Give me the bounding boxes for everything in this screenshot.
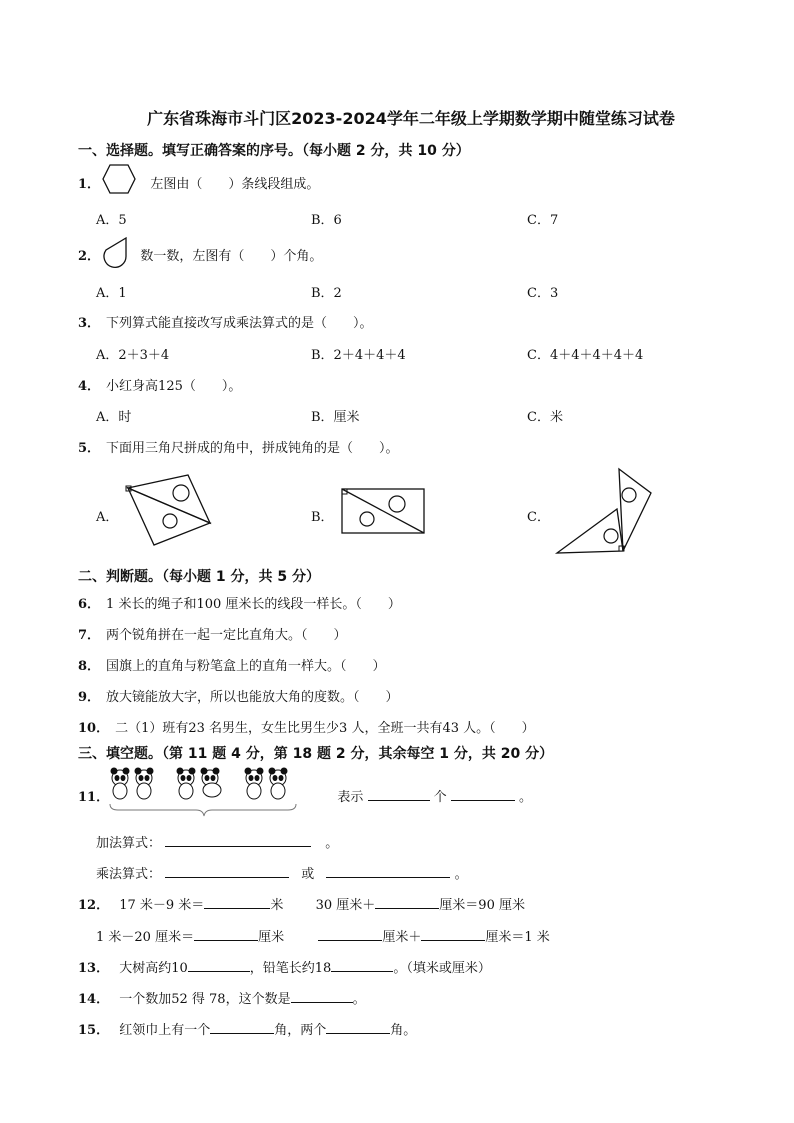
q11-multiplication-line: 乘法算式： 或 。 — [96, 863, 468, 882]
q13-blank-1[interactable] — [188, 957, 250, 972]
question-7: 7． 两个锐角拼在一起一定比直角大。（ ） — [78, 628, 347, 643]
question-15: 15． 红领巾上有一个 角，两个 角。 — [78, 1019, 416, 1038]
q11-addition-blank[interactable] — [165, 832, 311, 847]
q5-option-c: C． — [527, 510, 550, 525]
question-1: 1． 左图由（ ）条线段组成。 — [78, 177, 320, 192]
question-4: 4． 小红身高125（ ）。 — [78, 379, 242, 394]
triangle-ruler-figure-a — [124, 471, 214, 551]
q4-option-c: C．米 — [527, 410, 563, 425]
q1-option-c: C．7 — [527, 213, 559, 228]
q15-blank-1[interactable] — [210, 1019, 274, 1034]
drop-shape-figure — [102, 236, 130, 268]
q12-blank-4[interactable] — [318, 926, 382, 941]
q11-multiplication-blank-1[interactable] — [165, 863, 289, 878]
q3-option-c: C．4＋4＋4＋4＋4 — [527, 348, 644, 363]
triangle-ruler-figure-b — [339, 486, 429, 538]
q11-multiplication-blank-2[interactable] — [326, 863, 450, 878]
triangle-ruler-figure-c — [555, 467, 657, 557]
q4-option-a: A．时 — [96, 410, 132, 425]
question-10: 10． 二（1）班有23 名男生，女生比男生少3 人，全班一共有43 人。（ ） — [78, 721, 535, 736]
question-13: 13． 大树高约10 ，铅笔长约18 。（填米或厘米） — [78, 957, 491, 976]
q4-option-b: B．厘米 — [311, 410, 360, 425]
q11-addition-line: 加法算式： 。 — [96, 832, 338, 851]
question-9: 9． 放大镜能放大字，所以也能放大角的度数。（ ） — [78, 690, 399, 705]
q5-option-a: A． — [96, 510, 119, 525]
q14-blank[interactable] — [291, 988, 353, 1003]
question-6: 6． 1 米长的绳子和100 厘米长的线段一样长。（ ） — [78, 597, 401, 612]
q2-option-c: C．3 — [527, 286, 559, 301]
q11-blank-2[interactable] — [451, 786, 515, 801]
question-12: 12． 17 米－9 米＝ 米 30 厘米＋ 厘米＝90 厘米 — [78, 894, 525, 913]
q3-option-b: B．2＋4＋4＋4 — [311, 348, 406, 363]
q15-blank-2[interactable] — [326, 1019, 390, 1034]
question-5: 5． 下面用三角尺拼成的角中，拼成钝角的是（ ）。 — [78, 441, 399, 456]
section1-heading: 一、选择题。填写正确答案的序号。（每小题 2 分，共 10 分） — [78, 143, 470, 159]
question-8: 8． 国旗上的直角与粉笔盒上的直角一样大。（ ） — [78, 659, 386, 674]
brace-line — [110, 804, 296, 816]
q12-blank-1[interactable] — [204, 894, 270, 909]
question-14: 14． 一个数加52 得 78，这个数是 。 — [78, 988, 366, 1007]
question-11: 11． 表示 个 。 — [78, 786, 532, 805]
page-title: 广东省珠海市斗门区2023-2024学年二年级上学期数学期中随堂练习试卷 — [147, 109, 675, 128]
question-12-line-2: 1 米－20 厘米＝ 厘米 厘米＋ 厘米＝1 米 — [96, 926, 550, 945]
question-3: 3． 下列算式能直接改写成乘法算式的是（ ）。 — [78, 316, 373, 331]
section2-heading: 二、判断题。（每小题 1 分，共 5 分） — [78, 569, 320, 585]
hexagon-figure — [101, 163, 137, 195]
q1-option-b: B．6 — [311, 213, 342, 228]
q12-blank-2[interactable] — [375, 894, 439, 909]
q11-blank-1[interactable] — [368, 786, 430, 801]
q2-option-a: A．1 — [96, 286, 127, 301]
q2-option-b: B．2 — [311, 286, 342, 301]
q5-option-b: B． — [311, 510, 334, 525]
q12-blank-3[interactable] — [194, 926, 258, 941]
section3-heading: 三、填空题。（第 11 题 4 分，第 18 题 2 分，其余每空 1 分，共 20 分） — [78, 746, 554, 762]
q3-option-a: A．2＋3＋4 — [96, 348, 170, 363]
question-2: 2． 数一数，左图有（ ）个角。 — [78, 249, 323, 264]
q12-blank-5[interactable] — [421, 926, 485, 941]
q13-blank-2[interactable] — [331, 957, 393, 972]
q1-option-a: A．5 — [96, 213, 127, 228]
